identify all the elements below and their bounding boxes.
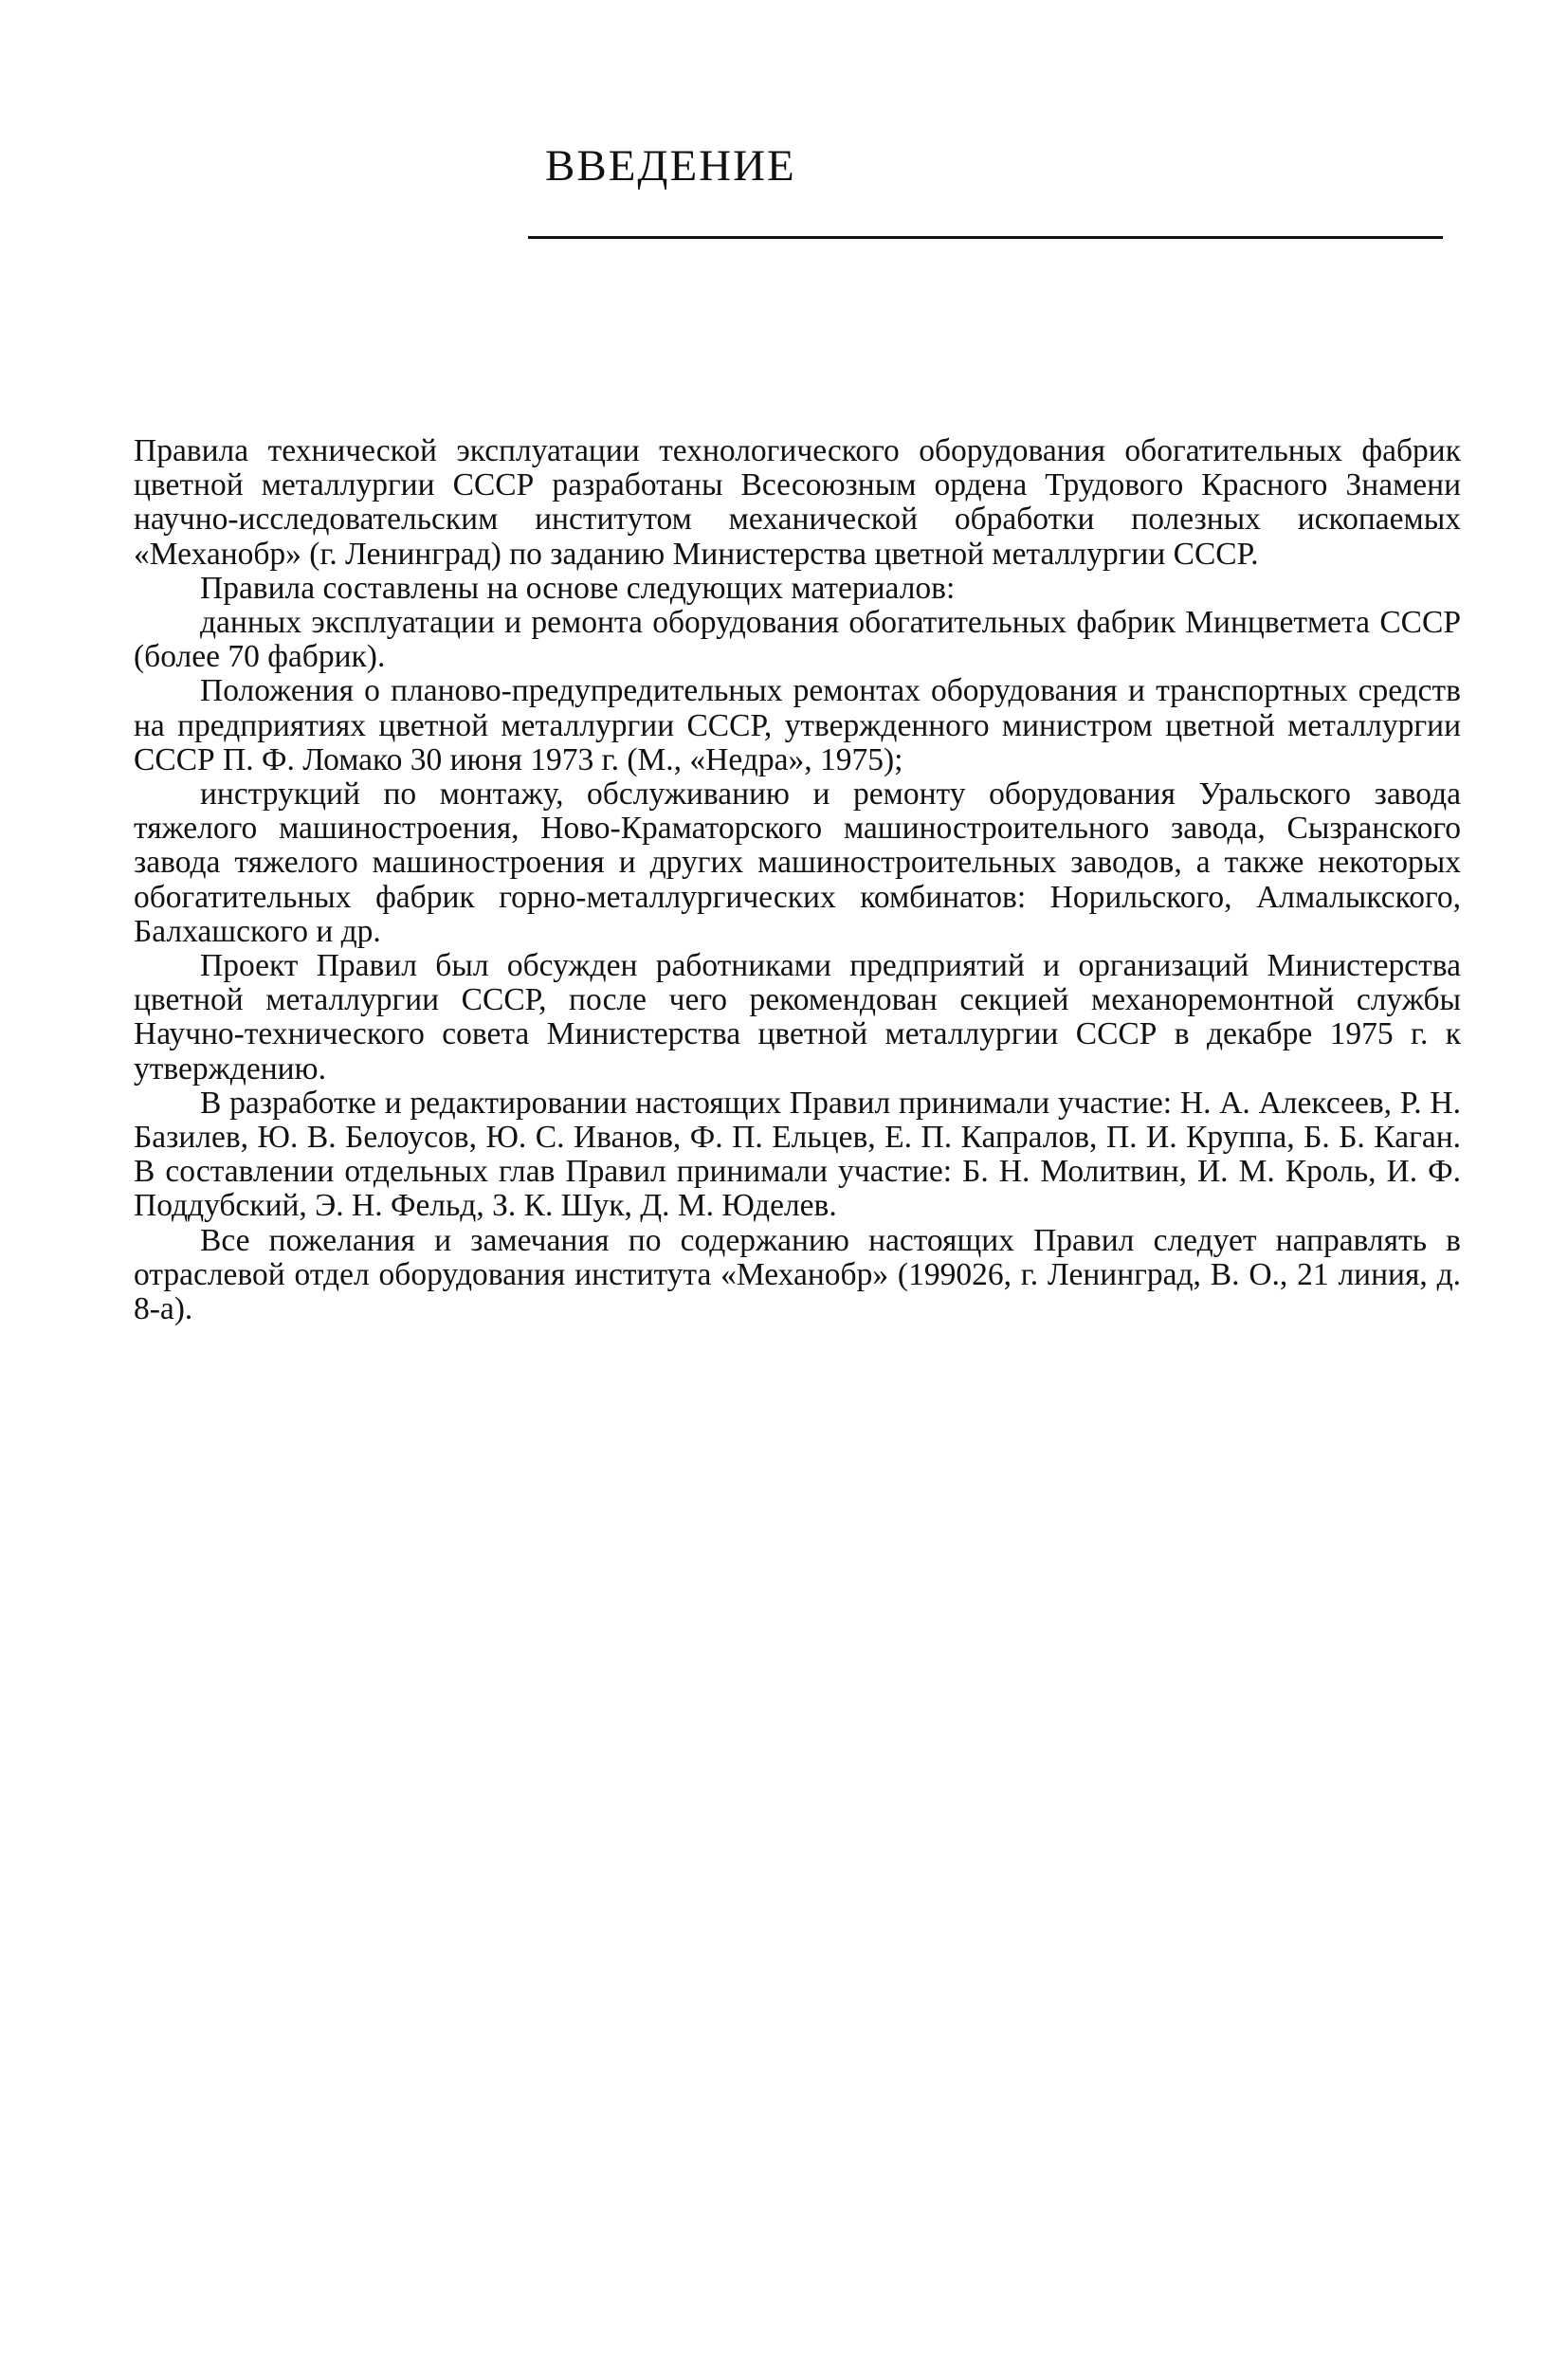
paragraph-feedback: Все пожелания и замечания по содержанию настоящих Правил следует направлять в отраслевой отдел оборудования института «Механобр» (199026, г. Ленинград, В. О., 21 линия, д. 8-а). xyxy=(134,1222,1461,1327)
paragraph-sources-intro: Правила составлены на основе следующих материалов: xyxy=(200,570,956,606)
introduction-text xyxy=(134,434,1461,1326)
paragraph-source-regulation: Положения о планово-предупредительных ремонтах оборудования и транспортных средств на предприятиях цветной металлургии СССР, утвержденного министром цветной металлургии СССР П. Ф. Ломако 30 июня 1973 г. (М., «Недра», 1975); xyxy=(134,673,1461,777)
paragraph-source-instructions: инструкций по монтажу, обслуживанию и ремонту оборудования Уральского завода тяжелого машиностроения, Ново-Краматорского машиностроительного завода, Сызранского завода тяжелого машиностроения и других машиностроительных заводов, а также некоторых обогатительных фабрик горно-металлургических комбинатов: Норильского, Алмалыкского, Балхашского и др. xyxy=(134,776,1461,949)
paragraph-source-operations: данных эксплуатации и ремонта оборудования обогатительных фабрик Минцветмета СССР (более 70 фабрик). xyxy=(134,605,1461,675)
title-divider xyxy=(528,236,1443,239)
paragraph-contributors: В разработке и редактировании настоящих Правил принимали участие: Н. А. Алексеев, Р. Н. Базилев, Ю. В. Белоусов, Ю. С. Иванов, Ф. П. Ельцев, Е. П. Капралов, П. И. Круппа, Б. Б. Каган. В составлении отдельных глав Правил принимали участие: Б. Н. Молитвин, И. М. Кроль, И. Ф. Поддубский, Э. Н. Фельд, З. К. Шук, Д. М. Юделев. xyxy=(134,1085,1461,1224)
page-title: ВВЕДЕНИЕ xyxy=(545,141,796,191)
paragraph-origin: Правила технической эксплуатации технологического оборудования обогатительных фабрик цветной металлургии СССР разработаны Всесоюзным ордена Трудового Красного Знамени научно-исследовательским институтом механической обработки полезных ископаемых «Механобр» (г. Ленинград) по заданию Министерства цветной металлургии СССР. xyxy=(134,433,1461,572)
paragraph-review: Проект Правил был обсужден работниками предприятий и организаций Министерства цветной металлургии СССР, после чего рекомендован секцией механоремонтной службы Научно-технического совета Министерства цветной металлургии СССР в декабре 1975 г. к утверждению. xyxy=(134,948,1461,1087)
